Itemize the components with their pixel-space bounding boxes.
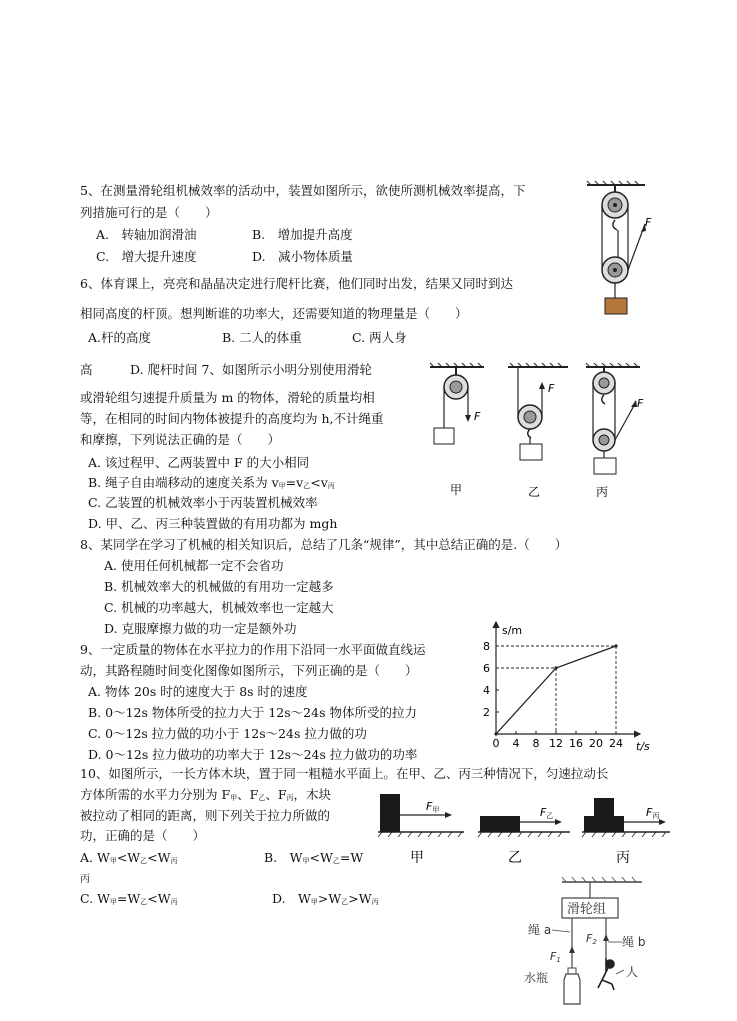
q7-pulley-figure — [428, 362, 653, 502]
q5-option-a: A. 转轴加润滑油 — [96, 227, 197, 242]
q10-label-jia: 甲 — [410, 850, 424, 866]
rope-b-label: 绳 b — [622, 935, 646, 949]
chart-y-label: s/m — [502, 624, 523, 637]
data-point — [614, 644, 617, 647]
q7-label-jia: 甲 — [450, 483, 463, 497]
q8-option-d: D. 克服摩擦力做的功一定是额外功 — [104, 621, 297, 636]
q7-force-label-bing: F — [637, 397, 644, 410]
water-bottle-icon — [564, 974, 580, 1004]
q7-option-a: A. 该过程甲、乙两装置中 F 的大小相同 — [88, 455, 310, 470]
q10-stem-line3: 被拉动了相同的距离，则下列关于拉力所做的 — [80, 808, 331, 823]
rope-a-label: 绳 a — [528, 923, 552, 937]
q6-option-b: B. 二人的体重 — [222, 330, 302, 345]
q5-force-label: F — [645, 216, 652, 229]
y-tick-label: 6 — [483, 662, 490, 675]
q7-option-d: D. 甲、乙、丙三种装置做的有用功都为 mgh — [88, 516, 338, 531]
q7-label-bing: 丙 — [596, 485, 609, 499]
x-tick-label: 24 — [609, 737, 623, 750]
x-tick-label: 4 — [512, 737, 520, 750]
q9-distance-time-chart — [472, 616, 662, 756]
q7-stem-line3: 和摩擦，下列说法正确的是（ ） — [80, 432, 281, 447]
x-tick-label: 8 — [532, 737, 540, 750]
q9-option-c: C. 0～12s 拉力做的功小于 12s～24s 拉力做的功 — [88, 726, 367, 741]
q10-stem-line2: 方体所需的水平力分别为 $F_甲$、$F_乙$、$F_丙$，木块 — [80, 787, 332, 802]
q9-stem-line1: 9、一定质量的物体在水平拉力的作用下沿同一水平面做直线运 — [80, 642, 426, 657]
q8-option-c: C. 机械的功率越大，机械效率也一定越大 — [104, 600, 334, 615]
q6-stem-line2: 相同高度的杆顶。想判断谁的功率大，还需要知道的物理量是（ ） — [80, 306, 468, 321]
q8-option-b: B. 机械效率大的机械做的有用功一定越多 — [104, 579, 334, 594]
q6-stem-line1: 6、体育课上，亮亮和晶晶决定进行爬杆比赛，他们同时出发，结果又同时到达 — [80, 276, 513, 291]
y-tick-label: 8 — [483, 640, 490, 653]
x-tick-label: 0 — [492, 737, 500, 750]
q10-stem-line1: 10、如图所示，一长方体木块，置于同一粗糙水平面上。在甲、乙、丙三种情况下，匀速拉动长 — [80, 766, 609, 781]
q7-force-label-yi: F — [548, 382, 555, 395]
q10-option-b: B. $W_甲<W_乙=W$ — [264, 850, 364, 865]
q10-option-b-continued: 丙 — [80, 874, 90, 885]
x-tick-label: 16 — [569, 737, 583, 750]
data-point — [554, 666, 557, 669]
person-icon — [598, 958, 614, 990]
q7-label-yi: 乙 — [528, 485, 541, 499]
x-tick-label: 12 — [549, 737, 563, 750]
q7-force-label-jia: F — [474, 410, 481, 423]
q5-option-c: C. 增大提升速度 — [96, 249, 197, 264]
data-point — [494, 732, 497, 735]
y-tick-label: 4 — [483, 684, 490, 697]
bottle-label: 水瓶 — [524, 971, 549, 985]
q9-option-d: D. 0～12s 拉力做功的功率大于 12s～24s 拉力做功的功率 — [88, 747, 418, 762]
q10-option-d: D. $W_甲>W_乙>W_丙$ — [272, 891, 379, 906]
q5-stem-line1: 5、在测量滑轮组机械效率的活动中，装置如图所示，欲使所测机械效率提高，下 — [80, 183, 526, 198]
q10-option-a: A. $W_甲<W_乙<W_丙$ — [80, 850, 178, 865]
q5-option-b: B. 增加提升高度 — [252, 227, 353, 242]
x-tick-label: 20 — [589, 737, 603, 750]
q5-option-d: D. 减小物体质量 — [252, 249, 354, 264]
person-label: 人 — [626, 965, 639, 979]
q5-stem-line2: 列措施可行的是（ ） — [80, 205, 218, 220]
pulley-block-figure — [522, 876, 662, 1006]
q9-option-a: A. 物体 20s 时的速度大于 8s 时的速度 — [88, 684, 308, 699]
q10-force-bing: F丙 — [646, 806, 660, 820]
q10-blocks-figure — [374, 788, 674, 868]
pulley-block-label: 滑轮组 — [567, 902, 607, 917]
q8-option-a: A. 使用任何机械都一定不会省功 — [104, 558, 284, 573]
q10-label-bing: 丙 — [616, 850, 630, 866]
q7-stem-line2: 等，在相同的时间内物体被提升的高度均为 h,不计绳重 — [80, 411, 384, 426]
q10-label-yi: 乙 — [508, 850, 522, 866]
q10-force-yi: F乙 — [540, 806, 554, 820]
q7-stem-line1: 或滑轮组匀速提升质量为 m 的物体，滑轮的质量均相 — [80, 390, 375, 405]
q6-option-c: C. 两人身 — [352, 330, 407, 345]
y-tick-label: 2 — [483, 706, 490, 719]
force-f2-label: F2 — [586, 932, 597, 946]
q7-option-b: B. 绳子自由端移动的速度关系为 $v_甲=v_乙<v_丙$ — [88, 475, 335, 490]
q6-option-a: A.杆的高度 — [88, 330, 152, 345]
q7-option-c: C. 乙装置的机械效率小于丙装置机械效率 — [88, 495, 318, 510]
q9-option-b: B. 0～12s 物体所受的拉力大于 12s～24s 物体所受的拉力 — [88, 705, 417, 720]
q5-pulley-figure — [585, 180, 665, 320]
chart-x-label: t/s — [636, 740, 650, 753]
q9-stem-line2: 动，其路程随时间变化图像如图所示，下列正确的是（ ） — [80, 663, 418, 678]
q10-stem-line4: 功，正确的是（ ） — [80, 828, 206, 843]
force-f1-label: F1 — [550, 950, 561, 964]
q10-force-jia: F甲 — [426, 800, 440, 814]
q10-option-c: C. $W_甲=W_乙<W_丙$ — [80, 891, 178, 906]
q6-option-continued: 高 D. 爬杆时间 7、如图所示小明分别使用滑轮 — [80, 362, 372, 377]
q8-stem: 8、某同学在学习了机械的相关知识后，总结了几条“规律”，其中总结正确的是.（ ） — [80, 537, 568, 552]
